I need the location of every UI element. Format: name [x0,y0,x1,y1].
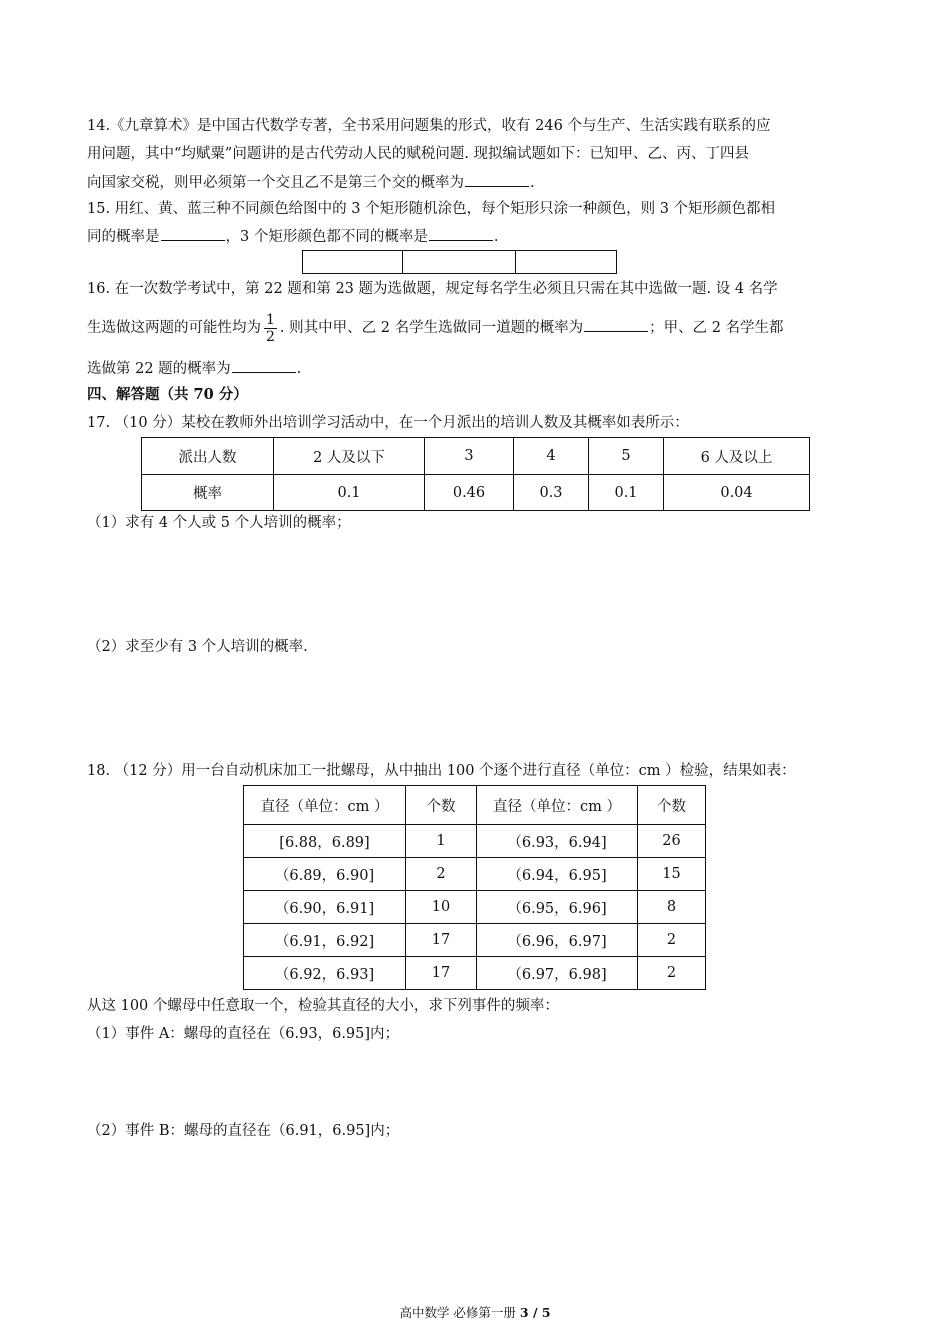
table-cell: 个数 [638,786,706,825]
fraction-numerator: 1 [266,311,275,328]
table-cell: 8 [638,891,706,924]
table-cell: （6.91，6.92] [244,924,406,957]
table-cell: 2 [638,924,706,957]
table-header-row [142,438,810,475]
table-cell: 17 [406,924,477,957]
table-cell: （6.92，6.93] [244,957,406,990]
table-cell: 1 [406,825,477,858]
table-cell: [6.88，6.89] [244,825,406,858]
table-row [244,957,706,990]
table-cell: 直径（单位：cm ） [244,786,406,825]
table-cell: （6.97，6.98] [477,957,638,990]
table-cell: 派出人数 [142,438,274,475]
page-footer [0,1303,950,1321]
q15-line-1: 15. 用红、黄、蓝三种不同颜色给图中的 3 个矩形随机涂色，每个矩形只涂一种颜色，则 3 个矩形颜色都相 [87,201,776,217]
q15-line-2b: ，3 个矩形颜色都不同的概率是 [225,229,428,245]
q15-line-2 [87,226,864,247]
table-cell: 26 [638,825,706,858]
answer-blank [584,317,648,332]
q15-line-2-end: . [493,229,499,245]
table-cell: （6.90，6.91] [244,891,406,924]
table-row [244,924,706,957]
rectangle-1 [303,251,403,273]
q14-line-3-end: . [530,175,535,191]
answer-blank [232,358,296,373]
table-cell: 0.3 [514,475,589,511]
footer-text: 高中数学 必修第一册 [399,1305,520,1320]
fraction-one-half [264,312,277,345]
q16-line-2b: . 则其中甲、乙 2 名学生选做同一道题的概率为 [279,320,584,336]
q14-line-3-text: 向国家交税，则甲必须第一个交且乙不是第三个交的概率为 [87,175,464,191]
table-cell: 0.04 [664,475,810,511]
table-cell: 17 [406,957,477,990]
table-cell: 0.46 [425,475,514,511]
table-row [142,475,810,511]
table-cell: （6.89，6.90] [244,858,406,891]
q14-line-1: 14.《九章算术》是中国古代数学专著，全书采用问题集的形式，收有 246 个与生产、生活实践有联系的应 [87,118,771,134]
fraction-denominator: 2 [266,328,275,345]
answer-blank [161,226,225,241]
q16-line-3 [87,358,864,379]
table-header-row [244,786,706,825]
page-number: 3 / 5 [519,1305,551,1320]
table-cell: （6.93，6.94] [477,825,638,858]
table-row [244,825,706,858]
table-cell: 2 [638,957,706,990]
table-cell: 2 人及以下 [274,438,425,475]
q18-table [243,785,706,990]
table-cell: 5 [589,438,664,475]
table-cell: 个数 [406,786,477,825]
q18-part-1: （1）事件 A：螺母的直径在（6.93，6.95]内； [87,1026,400,1042]
table-cell: 6 人及以上 [664,438,810,475]
table-cell: （6.94，6.95] [477,858,638,891]
q16-line-2c: ；甲、乙 2 名学生都 [649,320,784,336]
answer-blank [465,172,529,187]
q16-line-3-end: . [296,361,302,377]
table-cell: 4 [514,438,589,475]
q17-part-2: （2）求至少有 3 个人培训的概率. [87,639,308,655]
q17-table [141,437,810,511]
q14-line-2: 用问题，其中“均赋粟”问题讲的是古代劳动人民的赋税问题. 现拟编试题如下：已知甲、乙、丙、丁四县 [87,146,750,162]
table-cell: 10 [406,891,477,924]
rectangle-3 [516,251,616,273]
section-heading: 四、解答题（共 70 分） [87,386,248,403]
q14-line-3 [87,172,864,193]
table-cell: 3 [425,438,514,475]
table-cell: （6.95，6.96] [477,891,638,924]
table-row [244,891,706,924]
table-cell: 概率 [142,475,274,511]
q16-line-2a: 生选做这两题的可能性均为 [87,320,261,336]
table-cell: 直径（单位：cm ） [477,786,638,825]
table-cell: 0.1 [274,475,425,511]
q16-line-1: 16. 在一次数学考试中，第 22 题和第 23 题为选做题，规定每名学生必须且只需在其中选做一题. 设 4 名学 [87,281,778,297]
answer-blank [429,226,493,241]
table-row [244,858,706,891]
three-rectangles-figure [302,250,617,274]
q15-line-2a: 同的概率是 [87,229,160,245]
q17-intro: 17. （10 分）某校在教师外出培训学习活动中，在一个月派出的培训人数及其概率如表所示： [87,415,689,431]
q16-line-3-text: 选做第 22 题的概率为 [87,361,231,377]
table-cell: 15 [638,858,706,891]
table-cell: （6.96，6.97] [477,924,638,957]
q18-part-2: （2）事件 B：螺母的直径在（6.91，6.95]内； [87,1123,400,1139]
table-cell: 2 [406,858,477,891]
rectangle-2 [403,251,515,273]
table-cell: 0.1 [589,475,664,511]
q18-after: 从这 100 个螺母中任意取一个，检验其直径的大小，求下列事件的频率： [87,998,559,1014]
q18-intro: 18. （12 分）用一台自动机床加工一批螺母，从中抽出 100 个逐个进行直径（单位：cm ）检验，结果如表： [87,763,796,779]
q17-part-1: （1）求有 4 个人或 5 个人培训的概率； [87,515,351,531]
q16-line-2 [87,308,864,348]
